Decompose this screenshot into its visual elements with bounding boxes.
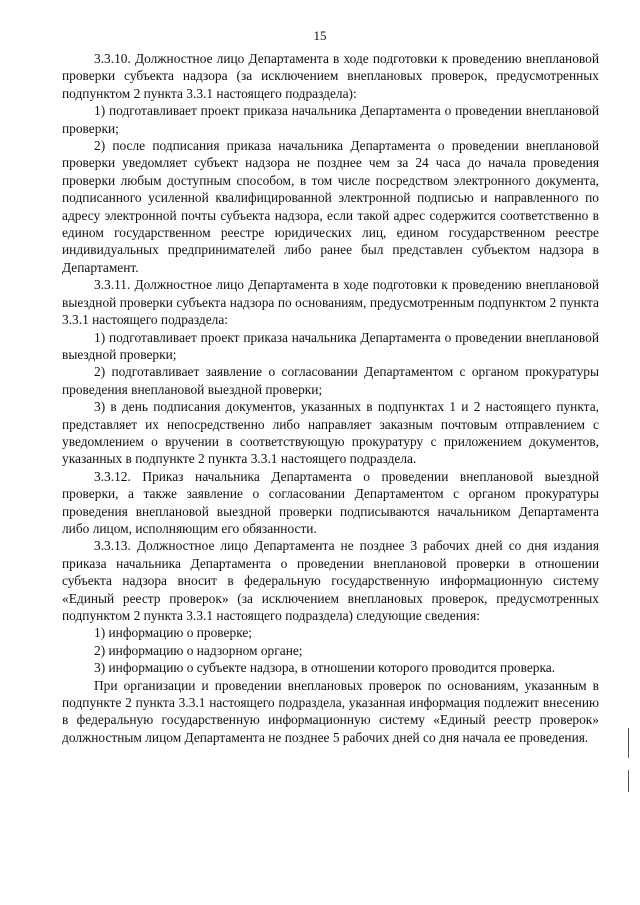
paragraph-3-3-10-item-2: 2) после подписания приказа начальника Департамента о проведении внеплановой проверки уведомляет субъект надзора не позднее чем за 24 часа до начала проведения проверки любым доступным способом, в том числе посредством электронного документа, подписанного усиленной квалифицированной электронной подписью и направленного по адресу электронной почты субъекта надзора, если такой адрес содержится соответственно в едином государственном реестре юридических лиц, едином государственном реестре индивидуальных предпринимателей либо ранее был представлен субъектом надзора в Департамент. [62,138,599,275]
document-body [62,50,599,746]
paragraph-3-3-11-item-3: 3) в день подписания документов, указанных в подпунктах 1 и 2 настоящего пункта, представляет их непосредственно либо направляет заказным почтовым отправлением с уведомлением о вручении в соответствующую прокуратуру с приложением документов, указанных в подпункте 2 пункта 3.3.1 настоящего подраздела. [62,399,599,467]
paragraph-closing: При организации и проведении внеплановых проверок по основаниям, указанным в подпункте 2 пункта 3.3.1 настоящего подраздела, указанная информация подлежит внесению в федеральную государственную информационную систему «Единый реестр проверок» должностным лицом Департамента не позднее 5 рабочих дней со дня начала ее проведения. [62,677,599,745]
paragraph-3-3-13-item-2: 2) информацию о надзорном органе; [94,642,303,658]
paragraph-3-3-10-item-1: 1) подготавливает проект приказа начальника Департамента о проведении внеплановой проверки; [62,103,599,136]
paragraph-3-3-13-item-3: 3) информацию о субъекте надзора, в отношении которого проводится проверка. [94,660,556,676]
paragraph-3-3-10: 3.3.10. Должностное лицо Департамента в ходе подготовки к проведению внеплановой проверки субъекта надзора (за исключением внеплановых проверок, предусмотренных подпунктом 2 пункта 3.3.1 настоящего подраздела): [62,51,599,101]
paragraph-3-3-11-item-2: 2) подготавливает заявление о согласовании Департаментом с органом прокуратуры проведения внеплановой выездной проверки; [62,364,599,397]
paragraph-3-3-13: 3.3.13. Должностное лицо Департамента не позднее 3 рабочих дней со дня издания приказа начальника Департамента о проведении внеплановой проверки в отношении субъекта надзора вносит в федеральную государственную информационную систему «Единый реестр проверок» (за исключением внеплановых проверок, предусмотренных подпунктом 2 пункта 3.3.1 настоящего подраздела) следующие сведения: [62,538,599,623]
page-number: 15 [313,28,327,43]
scan-margin-mark [628,770,629,792]
scan-margin-mark [628,728,629,758]
paragraph-3-3-11: 3.3.11. Должностное лицо Департамента в ходе подготовки к проведению внеплановой выездной проверки субъекта надзора по основаниям, предусмотренным подпунктом 2 пункта 3.3.1 настоящего подраздела: [62,277,599,328]
paragraph-3-3-13-item-1: 1) информацию о проверке; [94,625,253,641]
paragraph-3-3-12: 3.3.12. Приказ начальника Департамента о проведении внеплановой выездной проверки, а также заявление о согласовании Департаментом с органом прокуратуры проведения внеплановой выездной проверки подписываются начальником Департамента либо лицом, исполняющим его обязанности. [62,468,599,536]
paragraph-3-3-11-item-1: 1) подготавливает проект приказа начальника Департамента о проведении внеплановой выездной проверки; [62,329,599,362]
